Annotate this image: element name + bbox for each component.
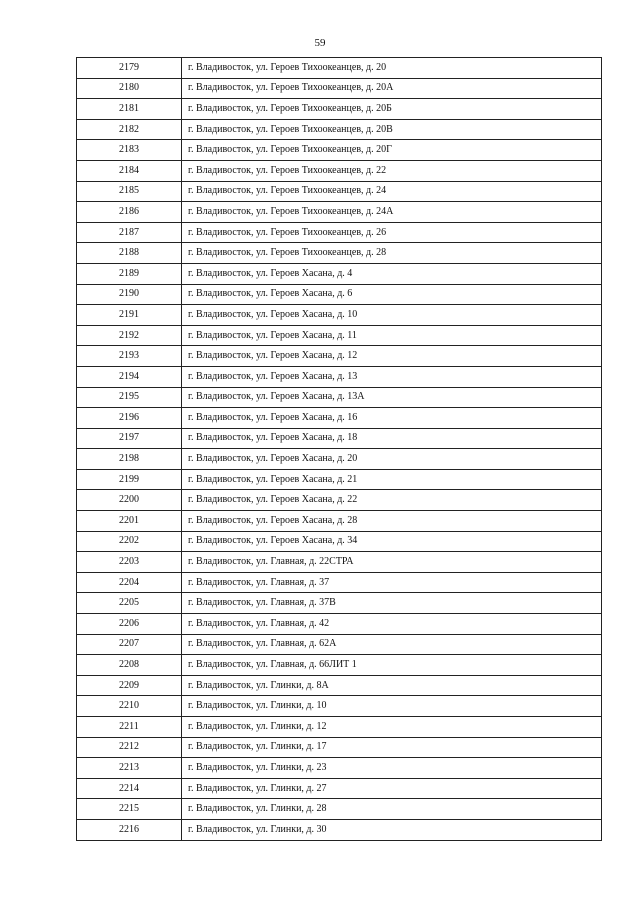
address-cell: г. Владивосток, ул. Героев Тихоокеанцев, д. 20 [182, 58, 602, 79]
address-cell: г. Владивосток, ул. Глинки, д. 10 [182, 696, 602, 717]
table-row [77, 634, 602, 655]
table-row [77, 243, 602, 264]
table-row [77, 305, 602, 326]
address-cell: г. Владивосток, ул. Глинки, д. 27 [182, 778, 602, 799]
address-cell: г. Владивосток, ул. Героев Хасана, д. 13 [182, 366, 602, 387]
row-number-cell: 2179 [77, 58, 182, 79]
table-row [77, 449, 602, 470]
table-row [77, 593, 602, 614]
address-cell: г. Владивосток, ул. Героев Тихоокеанцев, д. 20Б [182, 99, 602, 120]
table-row [77, 799, 602, 820]
table-row [77, 408, 602, 429]
row-number-cell: 2184 [77, 160, 182, 181]
row-number-cell: 2194 [77, 366, 182, 387]
address-cell: г. Владивосток, ул. Героев Хасана, д. 4 [182, 263, 602, 284]
table-row [77, 572, 602, 593]
row-number-cell: 2193 [77, 346, 182, 367]
row-number-cell: 2180 [77, 78, 182, 99]
table-row [77, 819, 602, 840]
address-cell: г. Владивосток, ул. Глинки, д. 12 [182, 717, 602, 738]
address-cell: г. Владивосток, ул. Героев Хасана, д. 20 [182, 449, 602, 470]
row-number-cell: 2198 [77, 449, 182, 470]
address-cell: г. Владивосток, ул. Героев Хасана, д. 13А [182, 387, 602, 408]
table-row [77, 717, 602, 738]
row-number-cell: 2206 [77, 614, 182, 635]
address-cell: г. Владивосток, ул. Героев Тихоокеанцев, д. 20А [182, 78, 602, 99]
table-row [77, 778, 602, 799]
address-cell: г. Владивосток, ул. Главная, д. 66ЛИТ 1 [182, 655, 602, 676]
address-cell: г. Владивосток, ул. Героев Тихоокеанцев, д. 20В [182, 119, 602, 140]
address-cell: г. Владивосток, ул. Глинки, д. 28 [182, 799, 602, 820]
table-row [77, 531, 602, 552]
table-row [77, 737, 602, 758]
row-number-cell: 2212 [77, 737, 182, 758]
row-number-cell: 2203 [77, 552, 182, 573]
table-row [77, 490, 602, 511]
row-number-cell: 2209 [77, 675, 182, 696]
row-number-cell: 2190 [77, 284, 182, 305]
row-number-cell: 2200 [77, 490, 182, 511]
row-number-cell: 2183 [77, 140, 182, 161]
table-row [77, 758, 602, 779]
table-row [77, 284, 602, 305]
table-row [77, 58, 602, 79]
address-cell: г. Владивосток, ул. Героев Тихоокеанцев, д. 20Г [182, 140, 602, 161]
row-number-cell: 2211 [77, 717, 182, 738]
table-row [77, 263, 602, 284]
table-row [77, 469, 602, 490]
row-number-cell: 2195 [77, 387, 182, 408]
address-table [76, 57, 602, 841]
row-number-cell: 2189 [77, 263, 182, 284]
table-row [77, 119, 602, 140]
table-row [77, 366, 602, 387]
address-cell: г. Владивосток, ул. Глинки, д. 17 [182, 737, 602, 758]
page-number: 59 [314, 37, 326, 49]
row-number-cell: 2181 [77, 99, 182, 120]
row-number-cell: 2215 [77, 799, 182, 820]
table-row [77, 696, 602, 717]
address-cell: г. Владивосток, ул. Героев Хасана, д. 12 [182, 346, 602, 367]
address-cell: г. Владивосток, ул. Главная, д. 22СТРА [182, 552, 602, 573]
row-number-cell: 2204 [77, 572, 182, 593]
address-cell: г. Владивосток, ул. Героев Тихоокеанцев, д. 28 [182, 243, 602, 264]
address-cell: г. Владивосток, ул. Героев Хасана, д. 28 [182, 511, 602, 532]
row-number-cell: 2207 [77, 634, 182, 655]
address-cell: г. Владивосток, ул. Героев Хасана, д. 21 [182, 469, 602, 490]
address-cell: г. Владивосток, ул. Главная, д. 37В [182, 593, 602, 614]
address-cell: г. Владивосток, ул. Героев Тихоокеанцев, д. 24А [182, 202, 602, 223]
row-number-cell: 2187 [77, 222, 182, 243]
address-cell: г. Владивосток, ул. Глинки, д. 23 [182, 758, 602, 779]
table-row [77, 99, 602, 120]
row-number-cell: 2188 [77, 243, 182, 264]
address-table-body [77, 58, 602, 841]
address-cell: г. Владивосток, ул. Героев Хасана, д. 6 [182, 284, 602, 305]
address-cell: г. Владивосток, ул. Героев Тихоокеанцев, д. 26 [182, 222, 602, 243]
table-row [77, 428, 602, 449]
row-number-cell: 2210 [77, 696, 182, 717]
table-row [77, 655, 602, 676]
address-cell: г. Владивосток, ул. Героев Хасана, д. 11 [182, 325, 602, 346]
address-cell: г. Владивосток, ул. Героев Хасана, д. 34 [182, 531, 602, 552]
address-cell: г. Владивосток, ул. Героев Хасана, д. 18 [182, 428, 602, 449]
row-number-cell: 2185 [77, 181, 182, 202]
row-number-cell: 2216 [77, 819, 182, 840]
row-number-cell: 2205 [77, 593, 182, 614]
table-row [77, 614, 602, 635]
address-cell: г. Владивосток, ул. Героев Хасана, д. 22 [182, 490, 602, 511]
table-row [77, 202, 602, 223]
table-row [77, 222, 602, 243]
address-cell: г. Владивосток, ул. Главная, д. 37 [182, 572, 602, 593]
address-cell: г. Владивосток, ул. Главная, д. 62А [182, 634, 602, 655]
row-number-cell: 2197 [77, 428, 182, 449]
address-cell: г. Владивосток, ул. Героев Хасана, д. 16 [182, 408, 602, 429]
row-number-cell: 2191 [77, 305, 182, 326]
address-cell: г. Владивосток, ул. Глинки, д. 30 [182, 819, 602, 840]
row-number-cell: 2201 [77, 511, 182, 532]
row-number-cell: 2192 [77, 325, 182, 346]
address-cell: г. Владивосток, ул. Героев Тихоокеанцев, д. 24 [182, 181, 602, 202]
address-cell: г. Владивосток, ул. Глинки, д. 8А [182, 675, 602, 696]
table-row [77, 325, 602, 346]
table-row [77, 346, 602, 367]
table-row [77, 140, 602, 161]
row-number-cell: 2208 [77, 655, 182, 676]
row-number-cell: 2186 [77, 202, 182, 223]
table-row [77, 675, 602, 696]
row-number-cell: 2199 [77, 469, 182, 490]
table-row [77, 78, 602, 99]
table-row [77, 511, 602, 532]
row-number-cell: 2182 [77, 119, 182, 140]
address-cell: г. Владивосток, ул. Героев Тихоокеанцев, д. 22 [182, 160, 602, 181]
address-cell: г. Владивосток, ул. Главная, д. 42 [182, 614, 602, 635]
row-number-cell: 2202 [77, 531, 182, 552]
table-row [77, 387, 602, 408]
table-row [77, 181, 602, 202]
table-row [77, 552, 602, 573]
row-number-cell: 2196 [77, 408, 182, 429]
row-number-cell: 2213 [77, 758, 182, 779]
row-number-cell: 2214 [77, 778, 182, 799]
address-cell: г. Владивосток, ул. Героев Хасана, д. 10 [182, 305, 602, 326]
table-row [77, 160, 602, 181]
